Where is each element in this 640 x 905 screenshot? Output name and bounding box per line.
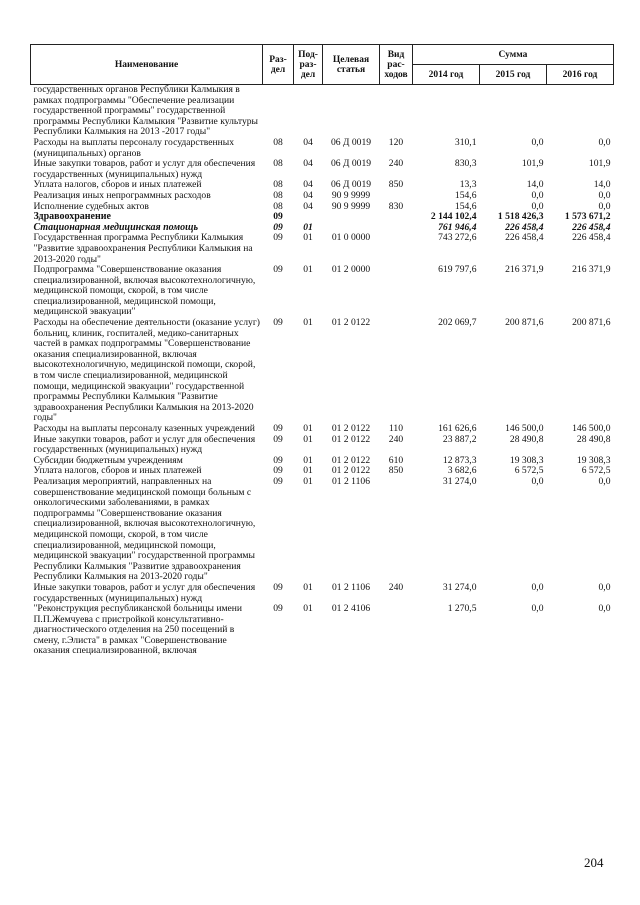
row-2015-value: 28 490,8 — [509, 433, 544, 445]
table-row — [31, 318, 614, 424]
row-podrazdel-cell: 04 — [303, 158, 313, 170]
row-target-article-cell: 01 2 1106 — [331, 475, 371, 487]
row-2015-value: 0,0 — [531, 189, 544, 201]
row-expense-type-cell: 610 — [388, 454, 404, 466]
row-expense-type-cell: 850 — [388, 465, 404, 477]
row-podrazdel-cell: 01 — [303, 465, 313, 477]
row-2014-value: 154,6 — [454, 200, 477, 212]
row-target-article-cell: 01 2 0122 — [331, 317, 371, 329]
row-2014-value: 31 274,0 — [442, 581, 477, 593]
row-2016-value: 1 573 671,2 — [564, 211, 611, 223]
row-podrazdel-cell: 01 — [303, 423, 313, 434]
row-expense-type-cell: 240 — [388, 158, 404, 170]
row-2015-value: 146 500,0 — [505, 423, 544, 434]
row-2016-value: 19 308,3 — [576, 454, 611, 466]
row-2014-value: 761 946,4 — [438, 221, 477, 233]
table-row — [31, 435, 614, 456]
row-expense-type-cell — [380, 212, 413, 223]
row-2016-value: 0,0 — [598, 189, 611, 201]
row-target-article-cell: 01 2 0122 — [331, 433, 371, 445]
header-podrazdel: Под- раз- дел — [294, 45, 323, 85]
row-2014-value: 3 682,6 — [447, 465, 477, 477]
row-2015-value: 0,0 — [531, 603, 544, 615]
row-2015-value: 0,0 — [531, 200, 544, 212]
row-name-cell: Государственная программа Республики Калмыкия "Развитие здравоохранения Республики Калмыкия на 2013-2020 годы" — [33, 232, 253, 265]
row-name-cell: Расходы на выплаты персоналу государственных (муниципальных) органов — [33, 136, 235, 159]
row-razdel-cell: 08 — [273, 136, 283, 148]
row-2015-value: 101,9 — [521, 158, 544, 170]
row-2016-value: 0,0 — [598, 603, 611, 615]
row-expense-type-cell: 850 — [388, 179, 404, 191]
row-target-article-cell: 90 9 9999 — [331, 200, 371, 212]
row-2014-value: 13,3 — [459, 179, 477, 191]
row-target-article-cell: 01 2 0122 — [331, 423, 371, 434]
row-2014-value: 202 069,7 — [438, 317, 477, 329]
row-razdel-cell: 09 — [273, 232, 283, 244]
row-podrazdel-cell: 04 — [303, 189, 313, 201]
row-2016-value: 226 458,4 — [572, 232, 611, 244]
table-body — [31, 85, 614, 658]
row-name-cell: Исполнение судебных актов — [33, 200, 149, 212]
row-razdel-cell: 09 — [273, 221, 283, 233]
row-podrazdel-cell: 01 — [303, 232, 313, 244]
row-2014-value: 2 144 102,4 — [430, 211, 477, 223]
header-year-2016: 2016 год — [547, 65, 614, 85]
row-expense-type-cell — [380, 233, 413, 265]
row-target-article-cell: 01 2 0000 — [331, 264, 371, 276]
row-target-article-cell: 06 Д 0019 — [330, 179, 372, 191]
row-2014-value: 830,3 — [454, 158, 477, 170]
budget-document — [30, 44, 613, 657]
row-2016-value: 146 500,0 — [572, 423, 611, 434]
table-row — [31, 604, 614, 657]
budget-table — [30, 44, 614, 657]
row-target-article-cell: 90 9 9999 — [331, 189, 371, 201]
row-2016-value: 101,9 — [588, 158, 611, 170]
table-row — [31, 583, 614, 604]
row-2015-value — [480, 85, 547, 138]
header-target-article: Целевая статья — [323, 45, 380, 85]
row-2016-value — [547, 85, 614, 138]
row-name-cell: Стационарная медицинская помощь — [33, 221, 199, 233]
row-podrazdel-cell: 04 — [303, 200, 313, 212]
row-2014-value — [413, 85, 480, 138]
row-name-cell: Расходы на обеспечение деятельности (оказание услуг) больниц, клиник, госпиталей, медико-санитарных частей в рамках подпрограммы "Совершенствование оказания специализированной, включая высокотехнологичную, медицинской помощи, скорой, в том числе специализированной, медицинской помощи, медицинской эвакуации" государственной программы Республики Калмыкия "Развитие здравоохранения Республики Калмыкия на 2013-2020 годы" — [33, 317, 260, 424]
row-target-article-cell: 01 0 0000 — [331, 232, 371, 244]
table-row — [31, 233, 614, 265]
table-row — [31, 191, 614, 202]
row-2015-value: 226 458,4 — [505, 221, 544, 233]
row-name-cell: Реализация мероприятий, направленных на совершенствование медицинской помощи больным с онкологическими заболеваниями, в рамках подпрограммы "Совершенствование оказания специализированной, включая высокотехнологичную, медицинской помощи, скорой, в том числе специализированной, медицинской помощи, медицинской эвакуации" государственной программы Республики Калмыкия "Развитие здравоохранения Республики Калмыкия на 2013-2020 годы" — [33, 475, 256, 583]
row-podrazdel-cell — [294, 85, 323, 138]
row-name-cell: Иные закупки товаров, работ и услуг для обеспечения государственных (муниципальных) нужд — [33, 433, 256, 456]
row-name-cell: Уплата налогов, сборов и иных платежей — [33, 179, 202, 191]
row-podrazdel-cell: 01 — [303, 317, 313, 329]
row-name-cell: "Реконструкция республиканской больницы имени П.П.Жемчуева с пристройкой консультативно-диагностического отделения на 250 посещений в смену, г.Элиста" в рамках "Совершенствование оказания специализированной, включая — [33, 603, 243, 657]
table-row — [31, 85, 614, 138]
row-expense-type-cell — [380, 604, 413, 657]
row-razdel-cell: 09 — [273, 423, 283, 434]
row-2016-value: 14,0 — [593, 179, 611, 191]
row-2015-value: 19 308,3 — [509, 454, 544, 466]
row-2016-value: 200 871,6 — [572, 317, 611, 329]
row-expense-type-cell — [380, 85, 413, 138]
row-razdel-cell: 09 — [273, 603, 283, 615]
header-razdel: Раз- дел — [263, 45, 294, 85]
row-2014-value: 619 797,6 — [438, 264, 477, 276]
row-podrazdel-cell: 01 — [303, 433, 313, 445]
row-podrazdel-cell: 01 — [303, 221, 313, 233]
row-expense-type-cell: 240 — [388, 433, 404, 445]
row-2016-value: 0,0 — [598, 136, 611, 148]
row-expense-type-cell: 240 — [388, 581, 404, 593]
row-podrazdel-cell: 01 — [303, 264, 313, 276]
row-razdel-cell — [263, 85, 294, 138]
table-header — [31, 45, 614, 85]
row-name-cell: Уплата налогов, сборов и иных платежей — [33, 465, 202, 477]
row-razdel-cell: 08 — [273, 200, 283, 212]
row-razdel-cell: 09 — [273, 475, 283, 487]
row-2015-value: 1 518 426,3 — [497, 211, 544, 223]
row-expense-type-cell: 830 — [388, 200, 404, 212]
table-row — [31, 424, 614, 435]
row-name-cell: Иные закупки товаров, работ и услуг для обеспечения государственных (муниципальных) нужд — [33, 158, 256, 180]
row-razdel-cell: 08 — [273, 179, 283, 191]
row-razdel-cell: 08 — [273, 158, 283, 170]
row-razdel-cell: 09 — [273, 317, 283, 329]
row-expense-type-cell — [380, 318, 413, 424]
table-row — [31, 265, 614, 318]
row-2014-value: 310,1 — [454, 136, 477, 148]
row-expense-type-cell — [380, 223, 413, 234]
row-expense-type-cell: 110 — [388, 423, 404, 434]
row-razdel-cell: 09 — [273, 264, 283, 276]
header-year-2014: 2014 год — [413, 65, 480, 85]
table-row — [31, 477, 614, 583]
row-2016-value: 6 572,5 — [581, 465, 611, 477]
row-target-article-cell — [323, 212, 380, 223]
row-target-article-cell: 06 Д 0019 — [330, 136, 372, 148]
row-razdel-cell: 08 — [273, 189, 283, 201]
row-name-cell: Здравоохранение — [33, 211, 111, 223]
row-podrazdel-cell: 01 — [303, 581, 313, 593]
row-razdel-cell: 09 — [273, 211, 283, 223]
table-row — [31, 159, 614, 180]
row-podrazdel-cell: 04 — [303, 179, 313, 191]
row-razdel-cell: 09 — [273, 433, 283, 445]
row-2016-value: 226 458,4 — [572, 221, 611, 233]
row-2014-value: 23 887,2 — [442, 433, 477, 445]
row-2014-value: 12 873,3 — [442, 454, 477, 466]
row-2015-value: 216 371,9 — [505, 264, 544, 276]
row-target-article-cell: 01 2 0122 — [331, 454, 371, 466]
row-name-cell: Подпрограмма "Совершенствование оказания специализированной, включая высокотехнологичную, медицинской помощи, скорой, в том числе специализированной, медицинской помощи, медицинской эвакуации" — [33, 264, 256, 318]
row-2016-value: 216 371,9 — [572, 264, 611, 276]
row-2014-value: 743 272,6 — [438, 232, 477, 244]
row-2015-value: 0,0 — [531, 581, 544, 593]
row-2016-value: 28 490,8 — [576, 433, 611, 445]
header-name: Наименование — [31, 45, 263, 85]
header-sum: Сумма — [413, 45, 614, 65]
row-expense-type-cell — [380, 265, 413, 318]
row-2016-value: 0,0 — [598, 581, 611, 593]
row-2015-value: 0,0 — [531, 475, 544, 487]
row-podrazdel-cell: 01 — [303, 603, 313, 615]
row-podrazdel-cell: 04 — [303, 136, 313, 148]
row-2014-value: 161 626,6 — [438, 423, 477, 434]
row-name-cell: Расходы на выплаты персоналу казенных учреждений — [33, 423, 255, 434]
row-2016-value: 0,0 — [598, 475, 611, 487]
row-target-article-cell: 06 Д 0019 — [330, 158, 372, 170]
row-podrazdel-cell: 01 — [303, 454, 313, 466]
row-target-article-cell — [323, 85, 380, 138]
row-target-article-cell: 01 2 1106 — [331, 581, 371, 593]
row-target-article-cell: 01 2 4106 — [331, 603, 371, 615]
row-2014-value: 31 274,0 — [442, 475, 477, 487]
row-name-cell: Иные закупки товаров, работ и услуг для обеспечения государственных (муниципальных) нужд — [33, 581, 256, 604]
page-number: 204 — [584, 855, 604, 870]
row-razdel-cell: 09 — [273, 454, 283, 466]
row-expense-type-cell: 120 — [388, 136, 404, 148]
row-razdel-cell: 09 — [273, 581, 283, 593]
row-name-cell: Реализация иных непрограммных расходов — [33, 189, 211, 201]
row-2015-value: 0,0 — [531, 136, 544, 148]
row-podrazdel-cell: 01 — [303, 475, 313, 487]
row-2015-value: 226 458,4 — [505, 232, 544, 244]
row-razdel-cell: 09 — [273, 465, 283, 477]
row-target-article-cell: 01 2 0122 — [331, 465, 371, 477]
header-expense-type: Вид рас- ходов — [380, 45, 413, 85]
table-row — [31, 138, 614, 159]
row-2015-value: 6 572,5 — [514, 465, 544, 477]
row-2016-value: 0,0 — [598, 200, 611, 212]
row-expense-type-cell — [380, 191, 413, 202]
row-name-cell: государственных органов Республики Калмыкия в рамках подпрограммы "Обеспечение реализации государственной программы" государственной программы Республики Калмыкия "Развитие культуры Республики Калмыкия на 2013 -2017 годы" — [33, 84, 259, 138]
row-expense-type-cell — [380, 477, 413, 583]
row-name-cell: Субсидии бюджетным учреждениям — [33, 454, 183, 466]
header-year-2015: 2015 год — [480, 65, 547, 85]
row-2015-value: 200 871,6 — [505, 317, 544, 329]
row-2015-value: 14,0 — [526, 179, 544, 191]
row-2014-value: 154,6 — [454, 189, 477, 201]
row-2014-value: 1 270,5 — [447, 603, 477, 615]
